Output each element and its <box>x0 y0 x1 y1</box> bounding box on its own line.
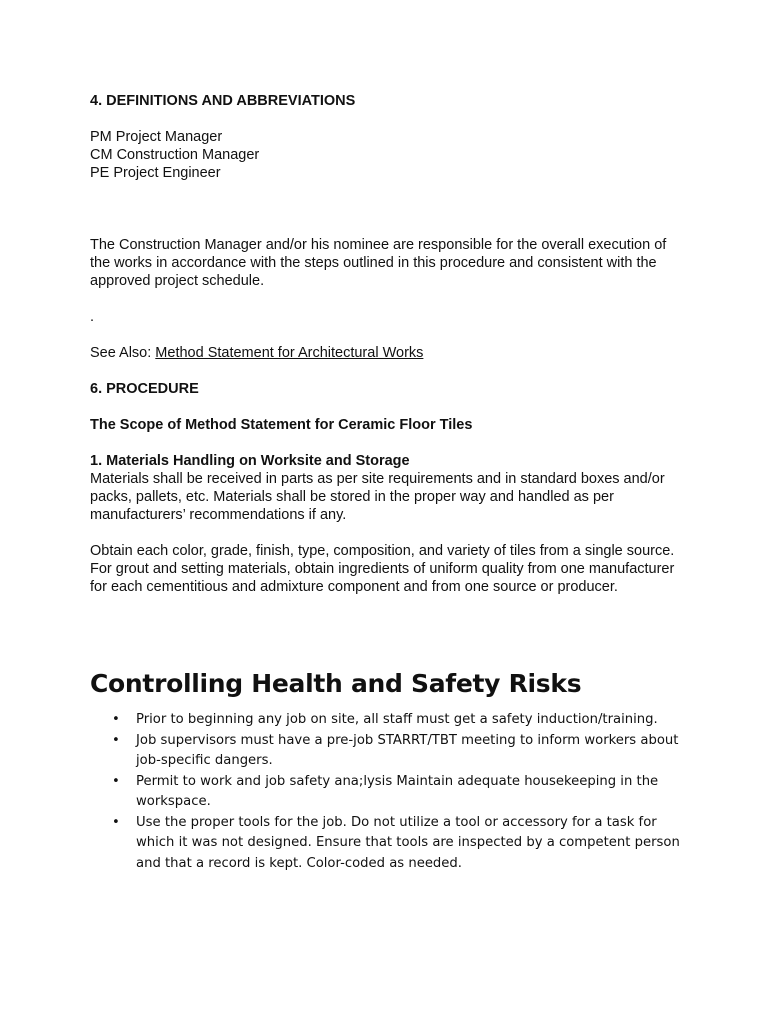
sourcing-paragraph: Obtain each color, grade, finish, type, composition, and variety of tiles from a single source. For grout and setting materials, obtain ingredients of uniform quality from one manufacturer for each cementitious and admixture component and from one source or producer. <box>90 543 675 595</box>
materials-handling-heading: 1. Materials Handling on Worksite and Storage <box>90 453 410 469</box>
abbreviation-pm: PM Project Manager <box>90 129 223 145</box>
method-statement-link[interactable]: Method Statement for Architectural Works <box>155 345 424 361</box>
safety-bullet-2 <box>90 731 690 772</box>
bullet-icon: • <box>112 814 120 830</box>
stray-dot: . <box>90 309 95 325</box>
health-safety-heading: Controlling Health and Safety Risks <box>90 669 582 698</box>
safety-bullet-text: Job supervisors must have a pre-job STARRT/TBT meeting to inform workers about job-specific dangers. <box>136 732 679 768</box>
bullet-icon: • <box>112 773 120 789</box>
safety-bullet-4 <box>90 813 690 875</box>
section-4-heading: 4. DEFINITIONS AND ABBREVIATIONS <box>90 93 356 109</box>
responsibility-paragraph: The Construction Manager and/or his nominee are responsible for the overall execution of the works in accordance with the steps outlined in this procedure and consistent with the approved project schedule. <box>90 237 667 289</box>
safety-bullet-text: Permit to work and job safety ana;lysis Maintain adequate housekeeping in the workspace. <box>136 773 659 809</box>
safety-bullet-list <box>90 710 690 874</box>
section-6-heading: 6. PROCEDURE <box>90 381 199 397</box>
bullet-icon: • <box>112 712 120 727</box>
abbreviation-cm: CM Construction Manager <box>90 147 260 163</box>
abbreviations-list <box>90 128 690 182</box>
safety-bullet-3 <box>90 772 690 813</box>
document-page <box>90 92 690 874</box>
scope-heading: The Scope of Method Statement for Ceramic Floor Tiles <box>90 417 473 433</box>
abbreviation-pe: PE Project Engineer <box>90 165 221 181</box>
safety-bullet-text: Prior to beginning any job on site, all staff must get a safety induction/training. <box>136 712 658 727</box>
safety-bullet-1 <box>90 710 690 731</box>
materials-paragraph: Materials shall be received in parts as per site requirements and in standard boxes and/or packs, pallets, etc. Materials shall be stored in the proper way and handled as per manufacturers’ recommendations if any. <box>90 471 665 523</box>
see-also-line <box>90 344 690 362</box>
safety-bullet-text: Use the proper tools for the job. Do not utilize a tool or accessory for a task for which it was not designed. Ensure that tools are inspected by a competent person and that a record is kept. Color-coded as needed. <box>136 814 680 871</box>
bullet-icon: • <box>112 732 120 748</box>
see-also-label: See Also: <box>90 345 156 361</box>
